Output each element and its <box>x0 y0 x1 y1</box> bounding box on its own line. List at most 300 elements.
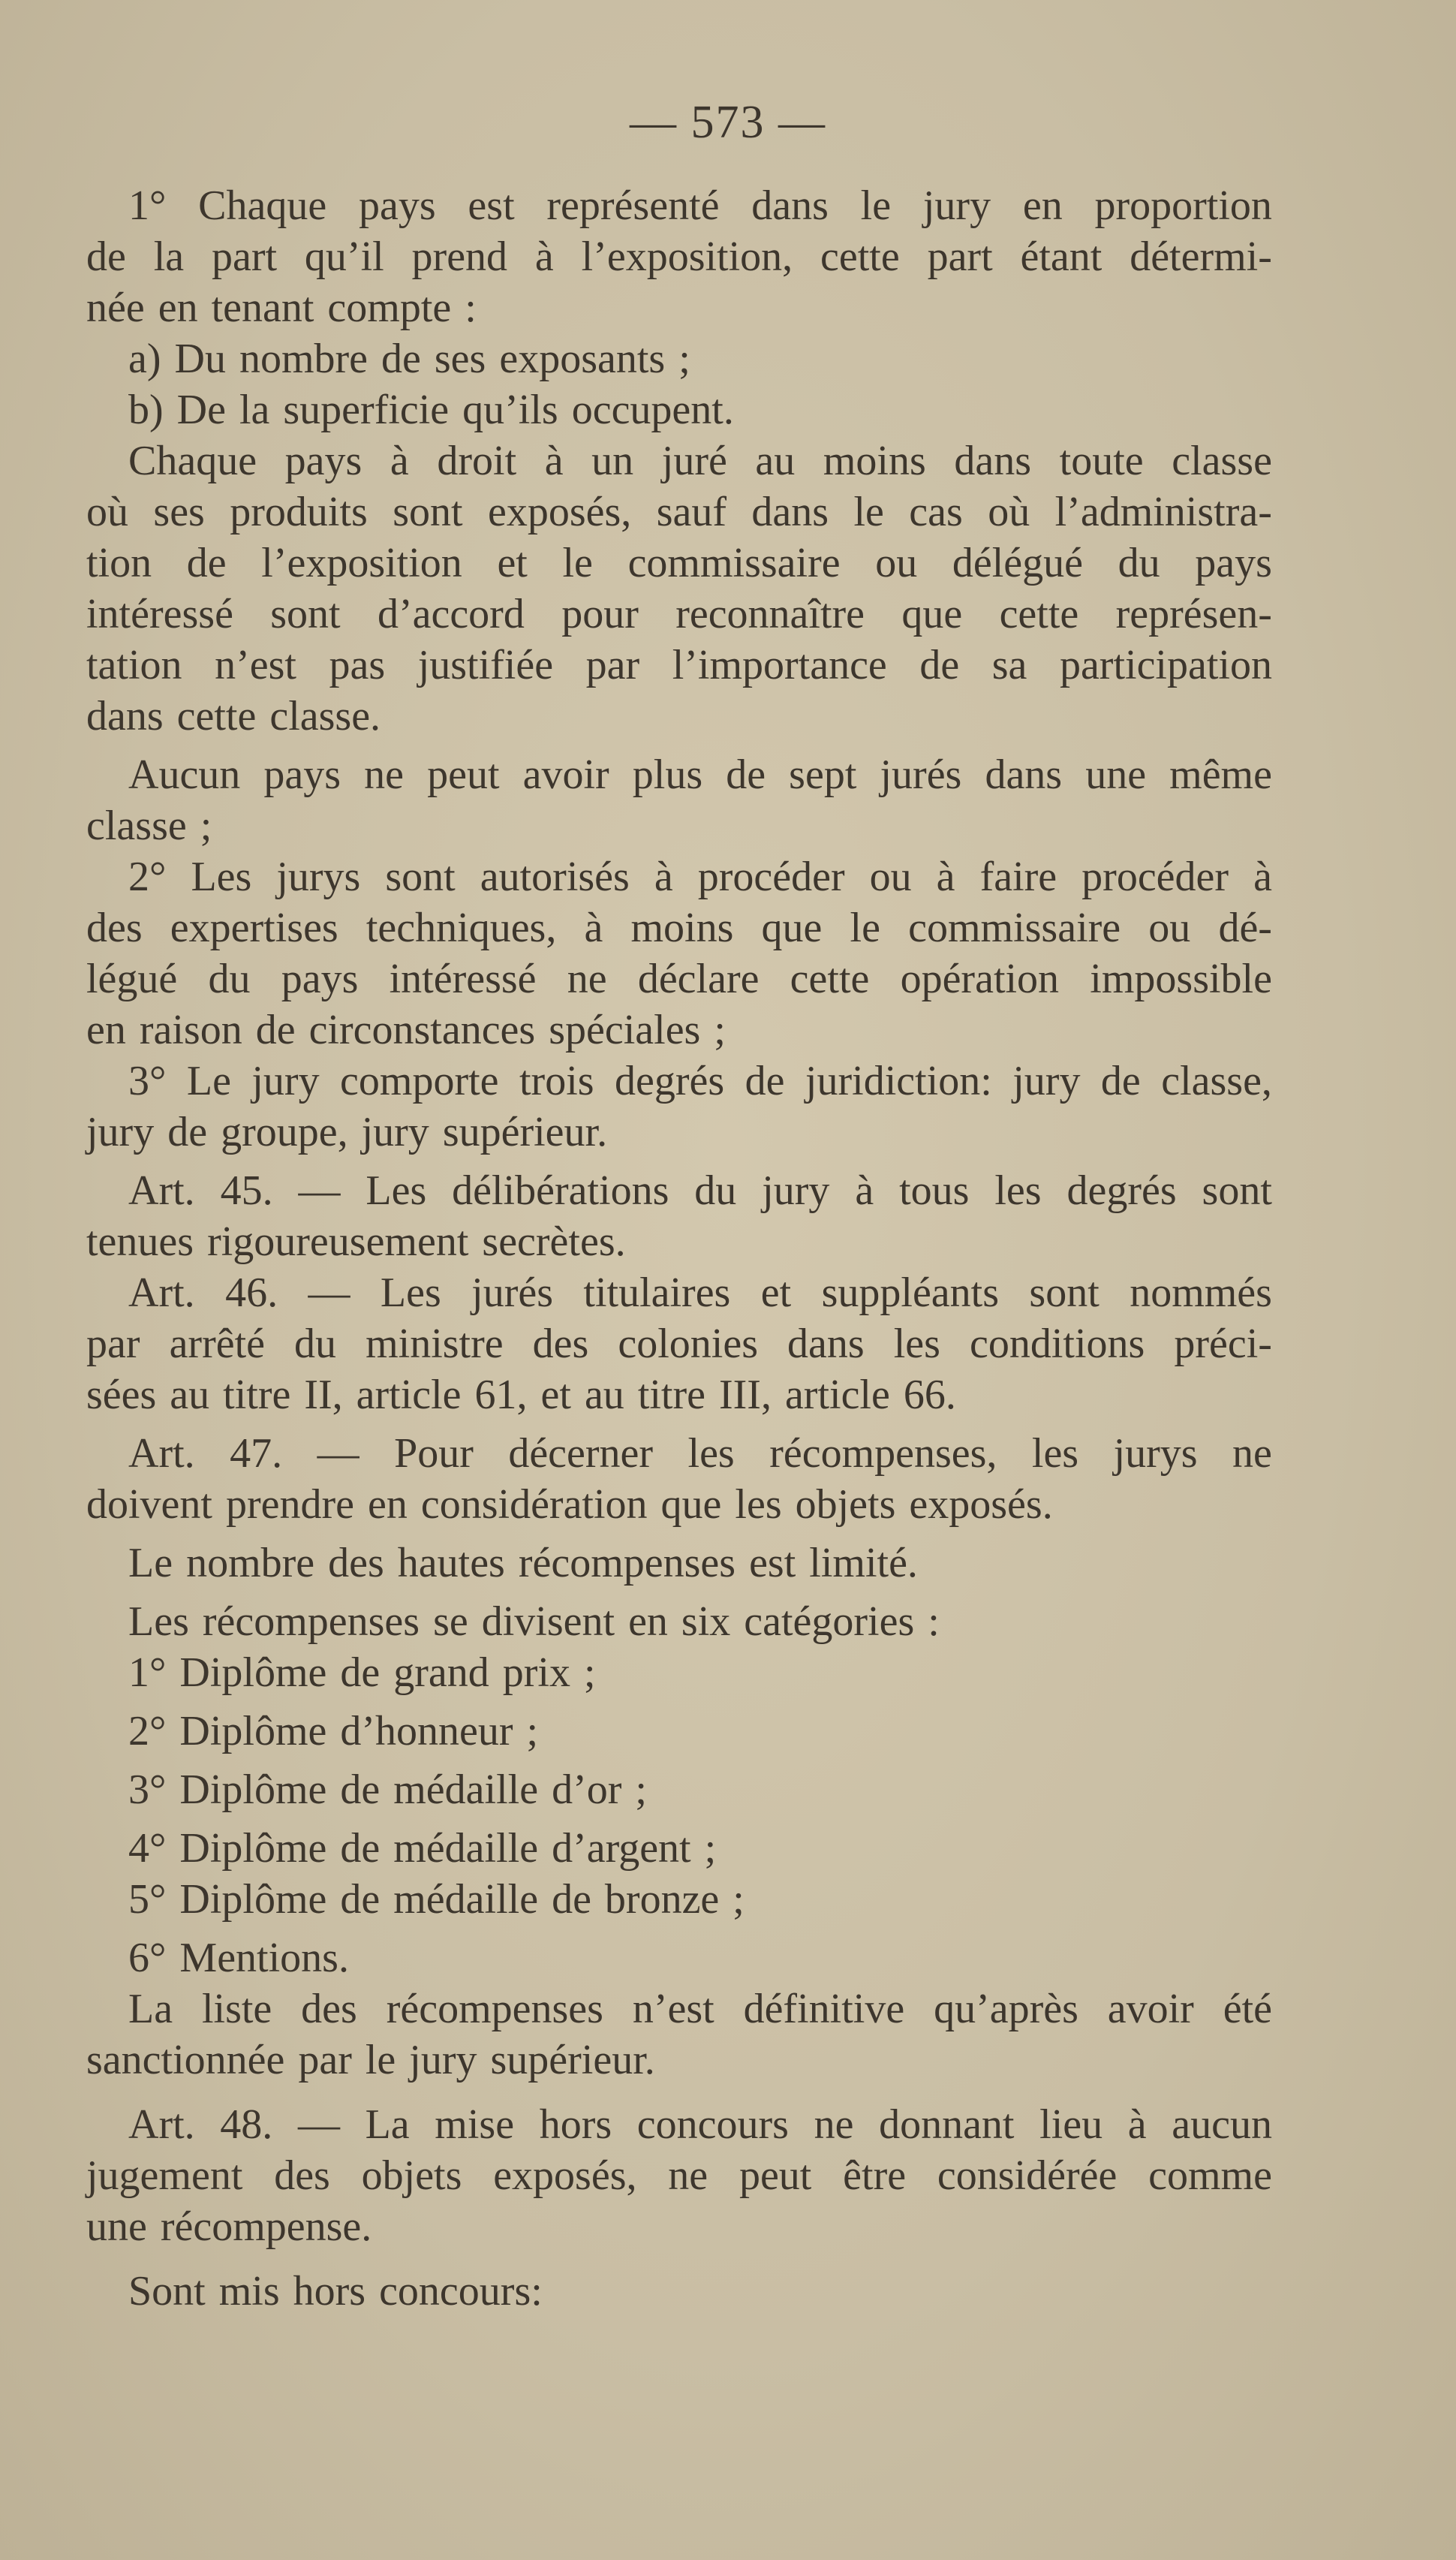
word: en <box>86 1007 126 1053</box>
text-line <box>86 1983 1272 2034</box>
word: donnant <box>879 2101 1015 2148</box>
word: les <box>893 1321 940 1367</box>
word: ne <box>814 2101 854 2148</box>
text-line <box>86 384 1272 435</box>
word: — <box>308 1269 350 1316</box>
word: expertises <box>170 905 338 951</box>
word: sont <box>1202 1167 1272 1214</box>
word: ; <box>526 1708 539 1754</box>
word: Art. <box>128 1269 195 1316</box>
word: pas <box>329 642 386 688</box>
word: 2° <box>128 1708 167 1754</box>
word: raison <box>139 1007 242 1053</box>
word: détermi- <box>1130 233 1272 280</box>
word: récompenses <box>518 1540 736 1586</box>
word: limité. <box>809 1540 918 1586</box>
text-line <box>86 953 1272 1004</box>
word: mis <box>218 2268 280 2315</box>
word: récompenses <box>386 1986 603 2032</box>
word: jury <box>361 1109 429 1155</box>
word: Les <box>191 854 252 900</box>
word: au <box>755 438 796 484</box>
word: Diplôme <box>179 1649 327 1696</box>
word: Art. <box>128 1167 195 1214</box>
word: le <box>562 540 593 586</box>
word: faire <box>979 854 1057 900</box>
word: avoir <box>1107 1986 1194 2032</box>
word: les <box>687 1430 735 1477</box>
word: la <box>153 233 185 280</box>
word: 48. <box>220 2101 273 2148</box>
word: peut <box>739 2152 812 2199</box>
word: classe, <box>1161 1058 1272 1104</box>
word: suppléants <box>821 1269 1000 1316</box>
word: par <box>86 1321 140 1367</box>
word: intéressé <box>86 591 233 637</box>
word: de <box>340 1825 381 1872</box>
word: justifiée <box>417 642 554 688</box>
word: n’est <box>215 642 296 688</box>
word: 4° <box>128 1825 167 1872</box>
word: sept <box>789 751 857 798</box>
word: cette <box>999 591 1079 637</box>
word: les <box>1031 1430 1079 1477</box>
word: Les <box>380 1269 441 1316</box>
word: prend <box>411 233 508 280</box>
word: intéressé <box>389 956 537 1002</box>
word: comme <box>1148 2152 1272 2199</box>
word: degrés <box>1066 1167 1177 1214</box>
word: 66. <box>903 1372 956 1418</box>
word: circonstances <box>308 1007 536 1053</box>
word: 6° <box>128 1935 167 1981</box>
word: médaille <box>393 1825 539 1872</box>
word: titre <box>637 1372 705 1418</box>
word: participation <box>1059 642 1272 688</box>
word: commissaire <box>908 905 1121 951</box>
text-line <box>86 282 1272 333</box>
text-line <box>86 1428 1272 1479</box>
word: étant <box>1020 233 1103 280</box>
word: à <box>936 854 955 900</box>
word: ; <box>714 1007 726 1053</box>
word: même <box>1169 751 1272 798</box>
text-line <box>86 1647 1272 1698</box>
word: classe. <box>269 693 381 739</box>
word: exposés, <box>493 2152 637 2199</box>
word: l’exposition, <box>581 233 793 280</box>
text-line <box>86 1764 1272 1815</box>
word: le <box>365 2037 396 2083</box>
word: récompenses <box>202 1598 420 1645</box>
word: de <box>1100 1058 1141 1104</box>
word: récompense. <box>160 2203 372 2250</box>
word: — <box>298 1167 341 1214</box>
word: tation <box>86 642 182 688</box>
word: à <box>544 438 564 484</box>
word: ne <box>364 751 404 798</box>
word: à <box>1253 854 1272 900</box>
word: article <box>784 1372 890 1418</box>
word: ministre <box>366 1321 504 1367</box>
word: en <box>158 285 198 331</box>
word: tion <box>86 540 152 586</box>
word: La <box>128 1986 173 2032</box>
word: six <box>681 1598 731 1645</box>
text-line <box>86 1216 1272 1267</box>
word: représen- <box>1115 591 1272 637</box>
word: impossible <box>1090 956 1272 1002</box>
word: qu’ils <box>462 387 558 433</box>
text-line <box>86 2266 1272 2317</box>
word: Le <box>128 1540 173 1586</box>
word: liste <box>201 1986 272 2032</box>
word: du <box>208 956 251 1002</box>
word: 5° <box>128 1876 167 1923</box>
text-line <box>86 2034 1272 2086</box>
word: des <box>301 1986 357 2032</box>
word: Chaque <box>198 182 327 229</box>
word: de <box>86 233 126 280</box>
word: moins <box>823 438 926 484</box>
word: au <box>584 1372 624 1418</box>
word: ; <box>704 1825 717 1872</box>
word: Diplôme <box>179 1825 327 1872</box>
word: cette <box>176 693 257 739</box>
word: de <box>552 1876 591 1923</box>
word: de <box>255 1007 296 1053</box>
word: prendre <box>225 1481 354 1528</box>
word: d’argent <box>552 1825 691 1872</box>
word: à <box>584 905 603 951</box>
word: tous <box>899 1167 970 1214</box>
word: moins <box>630 905 734 951</box>
word: au <box>170 1372 210 1418</box>
word: du <box>294 1321 337 1367</box>
word: ; <box>635 1766 647 1813</box>
text-line <box>86 1874 1272 1925</box>
word: être <box>843 2152 907 2199</box>
word: Diplôme <box>179 1876 327 1923</box>
word: nombre <box>239 336 369 382</box>
word: 46. <box>225 1269 278 1316</box>
word: déclare <box>637 956 760 1002</box>
word: reconnaître <box>675 591 865 637</box>
word: conditions <box>970 1321 1145 1367</box>
word: classe <box>1172 438 1272 484</box>
word: pays <box>359 182 436 229</box>
word: Le <box>186 1058 231 1104</box>
word: où <box>86 489 128 535</box>
word: plus <box>632 751 703 798</box>
word: récompenses, <box>769 1430 997 1477</box>
word: de <box>381 336 421 382</box>
word: sa <box>991 642 1027 688</box>
word: à <box>390 438 409 484</box>
word: ; <box>583 1649 596 1696</box>
text-line <box>86 1932 1272 1983</box>
word: grand <box>393 1649 489 1696</box>
word: de <box>186 540 227 586</box>
word: droit <box>437 438 517 484</box>
text-line <box>86 800 1272 851</box>
word: arrêté <box>169 1321 265 1367</box>
word: divisent <box>481 1598 615 1645</box>
word: l’administra- <box>1054 489 1272 535</box>
word: jury <box>409 2037 477 2083</box>
word: superficie <box>283 387 450 433</box>
word: n’est <box>632 1986 714 2032</box>
word: pour <box>561 591 639 637</box>
word: objets <box>795 1481 896 1528</box>
word: des <box>532 1321 589 1367</box>
word: degrés <box>615 1058 725 1104</box>
word: part <box>927 233 993 280</box>
word: est <box>749 1540 796 1586</box>
text-line <box>86 333 1272 384</box>
text-line <box>86 486 1272 538</box>
word: doivent <box>86 1481 212 1528</box>
word: considérée <box>937 2152 1118 2199</box>
word: pays <box>281 956 359 1002</box>
word: opération <box>900 956 1060 1002</box>
word: et <box>540 1372 571 1418</box>
word: lieu <box>1039 2101 1103 2148</box>
text-line <box>86 1267 1272 1318</box>
word: à <box>855 1167 874 1214</box>
word: 3° <box>128 1766 167 1813</box>
word: jurys <box>1113 1430 1198 1477</box>
word: jury <box>86 1109 155 1155</box>
word: juridiction: <box>805 1058 992 1104</box>
word: objets <box>361 2152 462 2199</box>
word: ne <box>567 956 607 1002</box>
word: décerner <box>508 1430 654 1477</box>
word: pays <box>284 438 362 484</box>
word: cas <box>909 489 963 535</box>
word: compte <box>327 285 452 331</box>
word: nombre <box>186 1540 315 1586</box>
text-line <box>86 180 1272 231</box>
word: ou <box>869 854 912 900</box>
word: Aucun <box>128 751 241 798</box>
word: a) <box>128 336 161 382</box>
text-line <box>86 589 1272 640</box>
word: dé- <box>1218 905 1272 951</box>
word: ; <box>733 1876 745 1923</box>
word: b) <box>128 387 164 433</box>
word: préci- <box>1174 1321 1272 1367</box>
word: III, <box>719 1372 772 1418</box>
word: supérieur. <box>490 2037 655 2083</box>
word: été <box>1223 1986 1272 2032</box>
word: aucun <box>1172 2101 1272 2148</box>
word: ses <box>153 489 205 535</box>
word: Art. <box>128 1430 195 1477</box>
text-line <box>86 231 1272 282</box>
word: et <box>497 540 528 586</box>
word: les <box>735 1481 782 1528</box>
word: considération <box>420 1481 648 1528</box>
word: jury <box>1012 1058 1081 1104</box>
word: de <box>745 1058 785 1104</box>
word: occupent. <box>571 387 734 433</box>
word: supérieur. <box>442 1109 608 1155</box>
word: 2° <box>128 854 167 900</box>
word: concours <box>636 2101 789 2148</box>
word: tenant <box>211 285 314 331</box>
text-line <box>86 1107 1272 1158</box>
word: jurys <box>276 854 361 900</box>
word: le <box>860 182 892 229</box>
word: le <box>853 489 884 535</box>
word: de <box>726 751 766 798</box>
word: procéder <box>697 854 845 900</box>
text-line <box>86 1706 1272 1757</box>
word: procéder <box>1081 854 1229 900</box>
word: : <box>928 1598 940 1645</box>
word: hors <box>293 2268 366 2315</box>
word: des <box>328 1540 384 1586</box>
word: concours: <box>379 2268 543 2315</box>
text-line <box>86 640 1272 691</box>
body-text <box>86 180 1272 2317</box>
word: exposés. <box>909 1481 1053 1528</box>
word: produits <box>230 489 368 535</box>
word: comporte <box>340 1058 499 1104</box>
text-line <box>86 691 1272 742</box>
word: Diplôme <box>179 1708 327 1754</box>
text-line <box>86 538 1272 589</box>
text-line <box>86 1823 1272 1874</box>
word: dans <box>985 751 1063 798</box>
word: sont <box>1029 1269 1100 1316</box>
page-number: — 573 — <box>630 97 826 148</box>
word: Les <box>366 1167 427 1214</box>
word: sont <box>393 489 463 535</box>
word: légué <box>86 956 178 1002</box>
word: Les <box>128 1598 189 1645</box>
word: que <box>901 591 963 637</box>
word: d’or <box>552 1766 622 1813</box>
word: 1° <box>128 1649 167 1696</box>
word: un <box>591 438 634 484</box>
text-line <box>86 2099 1272 2150</box>
word: catégories <box>744 1598 915 1645</box>
word: jury <box>251 1058 320 1104</box>
word: part <box>212 233 278 280</box>
word: jurés <box>471 1269 553 1316</box>
word: prix <box>502 1649 570 1696</box>
word: secrètes. <box>482 1218 626 1265</box>
word: cette <box>790 956 870 1002</box>
word: rigoureusement <box>207 1218 469 1265</box>
word: ou <box>1148 905 1191 951</box>
word: définitive <box>743 1986 905 2032</box>
word: La <box>365 2101 410 2148</box>
word: de <box>340 1649 381 1696</box>
word: Mentions. <box>179 1935 349 1981</box>
word: du <box>1118 540 1160 586</box>
text-line <box>86 1056 1272 1107</box>
word: 1° <box>128 182 167 229</box>
word: que <box>660 1481 722 1528</box>
text-line <box>86 1538 1272 1589</box>
word: où <box>988 489 1030 535</box>
text-line <box>86 749 1272 800</box>
word: d’honneur <box>340 1708 513 1754</box>
word: titulaires <box>583 1269 731 1316</box>
word: par <box>585 642 640 688</box>
word: que <box>761 905 823 951</box>
word: Chaque <box>128 438 257 484</box>
word: Du <box>174 336 226 382</box>
text-line <box>86 1596 1272 1647</box>
word: se <box>433 1598 468 1645</box>
word: de <box>340 1766 381 1813</box>
word: médaille <box>393 1766 539 1813</box>
word: délégué <box>952 540 1084 586</box>
word: autorisés <box>480 854 630 900</box>
word: — <box>317 1430 359 1477</box>
word: sanctionnée <box>86 2037 285 2083</box>
word: à <box>534 233 554 280</box>
word: dans <box>954 438 1032 484</box>
word: ne <box>668 2152 708 2199</box>
text-line <box>86 435 1272 486</box>
word: dans <box>787 1321 865 1367</box>
word: 3° <box>128 1058 167 1104</box>
word: jurés <box>880 751 962 798</box>
word: — <box>297 2101 340 2148</box>
word: Sont <box>128 2268 206 2315</box>
word: à <box>654 854 673 900</box>
word: d’accord <box>377 591 525 637</box>
word: 47. <box>230 1430 283 1477</box>
word: ; <box>200 803 212 849</box>
word: II, <box>304 1372 343 1418</box>
text-line <box>86 1318 1272 1369</box>
word: 45. <box>220 1167 273 1214</box>
word: tenues <box>86 1218 194 1265</box>
word: jury <box>922 182 991 229</box>
word: sont <box>270 591 341 637</box>
word: Art. <box>128 2101 195 2148</box>
word: peut <box>427 751 500 798</box>
word: née <box>86 285 145 331</box>
text-line <box>86 851 1272 902</box>
word: ou <box>875 540 918 586</box>
word: jury <box>762 1167 830 1214</box>
word: commissaire <box>627 540 841 586</box>
word: des <box>274 2152 330 2199</box>
word: qu’après <box>934 1986 1078 2032</box>
word: en <box>628 1598 668 1645</box>
word: est <box>468 182 515 229</box>
word: exposés, <box>488 489 632 535</box>
word: délibérations <box>452 1167 669 1214</box>
word: médaille <box>393 1876 539 1923</box>
word: Diplôme <box>179 1766 327 1813</box>
word: colonies <box>618 1321 758 1367</box>
word: proportion <box>1094 182 1272 229</box>
word: ses <box>434 336 486 382</box>
word: sauf <box>656 489 726 535</box>
word: mise <box>435 2101 515 2148</box>
word: : <box>465 285 477 331</box>
word: pays <box>263 751 341 798</box>
word: sont <box>385 854 456 900</box>
